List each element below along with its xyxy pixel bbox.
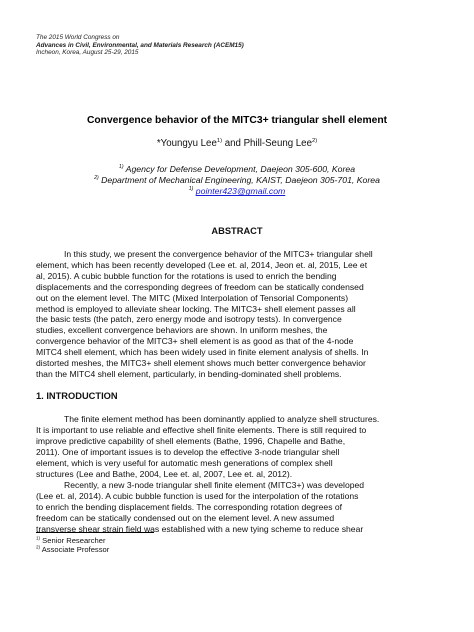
abstract-line: method is employed to alleviate shear locking. The MITC3+ shell element passes all [36,303,356,314]
abstract-line: than the MITC4 shell element, particularly, in bending-dominated shell problems. [36,368,342,379]
email-line [0,186,474,197]
abstract-line: distorted meshes, the MITC3+ shell element shows much better convergence behavior [36,358,366,369]
conference-name: Advances in Civil, Environmental, and Materials Research (ACEM15) [36,41,244,49]
intro-line: to enrich the bending displacement fields. The corresponding rotation degrees of [36,501,343,512]
footnote-2 [36,545,109,554]
affiliation-2 [0,175,474,186]
abstract-line: In this study, we present the convergence behavior of the MITC3+ triangular shell [64,249,373,259]
affiliation-2-sup: 2) [94,175,99,182]
paper-title: Convergence behavior of the MITC3+ triangular shell element [86,115,388,126]
abstract-line: convergence behavior of the MITC3+ shell element is as good as that of the 4-node [36,336,354,347]
abstract-line: the basic tests (the patch, zero energy mode and isotropy tests). In convergence [36,314,342,325]
author-line [0,138,474,149]
author-2-sup: 2) [311,137,318,144]
intro-line: (Lee et. al, 2014). A cubic bubble function is used for the interpolation of the rotations [36,490,359,501]
intro-line: improve predictive capability of shell elements (Bathe, 1996, Chapelle and Bathe, [36,435,346,446]
intro-line: structures (Lee and Bathe, 2004, Lee et. al, 2007, Lee et. al, 2012). [36,468,293,479]
footnote-divider [36,532,154,533]
header-line-3: Incheon, Korea, August 25-29, 2015 [36,49,139,57]
header-line-2 [36,42,244,50]
footnote-2-sup: 2) [36,544,41,550]
affiliation-2-text: Department of Mechanical Engineering, KAIST, Daejeon 305-701, Korea [98,175,380,186]
intro-line: transverse shear strain field was established with a new tying scheme to reduce shear [36,523,364,534]
author-1: *Youngyu Lee [156,138,217,149]
email-link[interactable]: pointer423@gmail.com [195,186,286,197]
abstract-line: displacements and the corresponding degrees of freedom can be statically condensed [36,281,364,292]
author-1-sup: 1) [216,137,223,144]
abstract-body [36,249,438,380]
footnote-1 [36,536,109,545]
section-heading-introduction: 1. INTRODUCTION [36,391,118,401]
conference-header [36,34,244,57]
intro-line: The finite element method has been dominantly applied to analyze shell structures. [64,414,380,424]
intro-line: Recently, a new 3-node triangular shell finite element (MITC3+) was developed [64,480,365,490]
author-2: Phill-Seung Lee [243,138,312,149]
intro-line: element, which is very useful for automatic mesh generations of complex shell [36,457,333,468]
affiliation-1-text: Agency for Defense Development, Daejeon 305-600, Korea [123,164,356,174]
footnote-2-text: Associate Professor [40,545,110,554]
footnotes [36,536,109,554]
email-sup: 1) [188,186,194,193]
abstract-line: out on the element level. The MITC (Mixed Interpolation of Tensorial Components) [36,292,349,303]
affiliation-1-sup: 1) [118,164,124,171]
footnote-1-sup: 1) [36,535,41,541]
affiliations [0,164,474,198]
author-conjunction: and [222,138,244,149]
intro-line: freedom can be statically condensed out on the element level. A new assumed [36,512,335,523]
abstract-line: studies, excellent convergence behaviors are shown. In uniform meshes, the [36,325,328,336]
intro-paragraph-1 [36,414,438,479]
intro-paragraph-2 [36,480,438,535]
intro-line: 2011). One of important issues is to develop the effective 3-node triangular shell [36,446,340,457]
affiliation-1 [0,164,474,175]
abstract-line: element, which has been recently developed (Lee et. al, 2014, Jeon et. al, 2015, Lee et [36,259,368,270]
abstract-line: al, 2015). A cubic bubble function for the rotations is used to enrich the bending [36,270,337,281]
header-line-1: The 2015 World Congress on [36,34,120,41]
abstract-line: MITC4 shell element, which has been widely used in finite element analysis of shells. In [36,347,369,358]
abstract-heading: ABSTRACT [211,226,263,236]
intro-line: It is important to use reliable and effective shell finite elements. There is still required to [36,424,367,435]
footnote-1-text: Senior Researcher [40,536,106,545]
